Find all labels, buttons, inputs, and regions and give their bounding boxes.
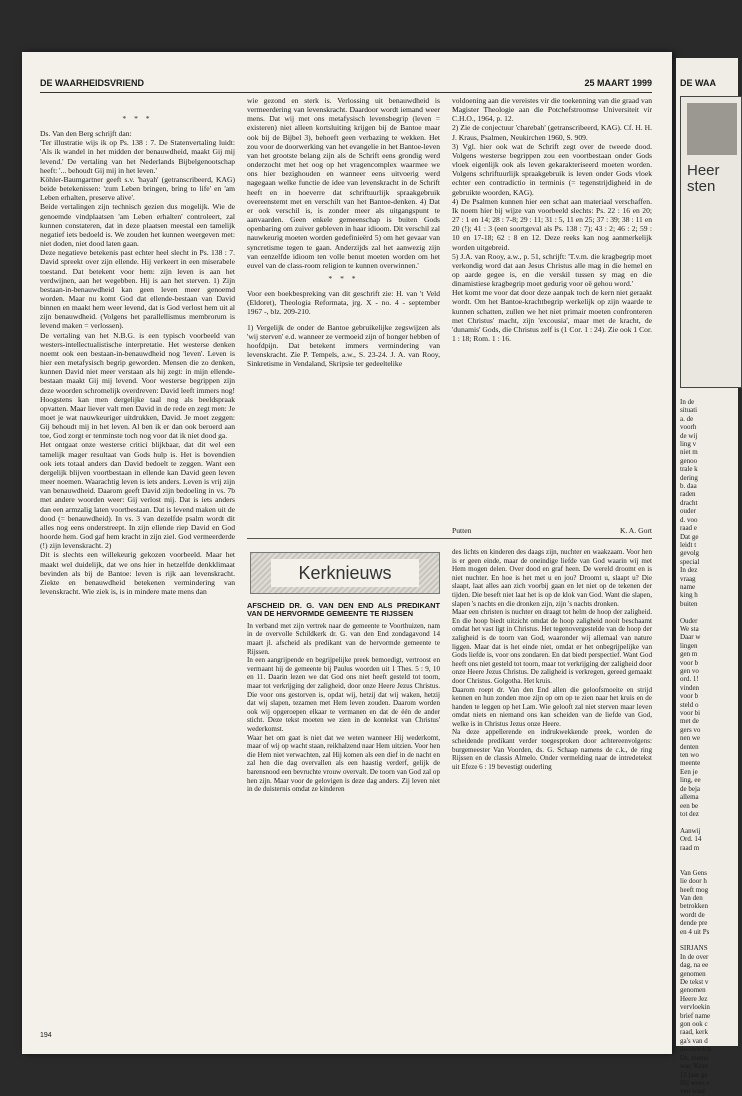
page-number: 194: [40, 1032, 52, 1039]
paragraph: des lichts en kinderen des daags zijn, nuchter en waakzaam. Voor hen is er geen einde, maar de oneindige liefde van God waarin wij met Hem mogen delen. Over dood en graf heen. De wereld droomt en is niet nuchter. En hoe is het met u en jou? Droomt u, slaapt u? Die slaapt, laat alles aan zich voorbij gaan en let niet op de tekenen der tijden. Die beseft niet laat het is op de klok van God. Want die slapen, slapen 's nachts en die dronken zijn, zijn 's nachts dronken.: [452, 548, 652, 608]
footnote: 2) Zie de conjectuur 'charebah' (getranscribeerd, KAG). Cf. H. H. J. Kraus, Psalmen, Neukirchen 1960, S. 909.: [452, 123, 652, 142]
paragraph: Dit is slechts een willekeurig gekozen voorbeeld. Maar het maakt wel duidelijk, dat we ons hier in hetzelfde denkklimaat bevinden als bij de Bantoe: leven is rijk aan levenskracht. Ziekte en benauwdheid betekenen vermindering van levenskracht. Wie ziek is, is in mindere mate mens dan: [40, 550, 235, 596]
newspaper-page: [22, 52, 672, 1054]
paragraph: Waar het om gaat is niet dat we weten wanneer Hij wederkomt, maar of wij op wacht staan, reikhalzend naar Hem uitzien. Voor hen die Hem niet verwachten, zal Hij komen als een dief in de nacht en zal hen die dag overvallen als een haastig verderf, gelijk de barensnood een bevruchte vrouw overvalt. De toorn van God zal op hen zijn. Maar voor de gelovigen is deze dag anders. Zij leven niet in de duisternis omdat ze kinderen: [247, 733, 440, 794]
footnote: 1) Vergelijk de onder de Bantoe gebruikelijke zegswijzen als 'wij sterven' e.d. wanneer ze vermoeid zijn of honger hebben of hoofdpijn. Dat betekent immers vermindering van levenskracht. Zie P. Tempels, a.w., S. 23-24. J. A. van Rooy, Sinkretisme in Vendaland, Skripsie ter gedeeltelike: [247, 322, 440, 369]
paragraph: De vertaling van het N.B.G. is een typisch voorbeeld van westers-intellectualistische interpretatie. Het westerse denken noemt ook een bestaan-in-benauwdheid nog 'leven'. Leven is hier een metafysisch begrip geworden. Mensen die zo denken, kunnen David niet meer verstaan als hij zegt: in mijn ellende-bestaan maakt Gij mij levend. Voor westerse begrippen zijn deze woorden schromelijk overdreven: David leeft immers nog! Hoogstens kan men dergelijke taal nog als beeldspraak opvatten. Maar liever valt men David in de rede en zegt men: Je moet je wat nauwkeuriger uitdrukken, David. Je moet zeggen: Gij behoudt mij in het leven. Al ben ik er dan ook beroerd aan toe, God zorgt er tenminste toch nog voor dat ik niet dood ga.: [40, 330, 235, 441]
footnote: voldoening aan die vereistes vir die toekenning van die graad van Magister Theologie aan die Potchefstroomse Universiteit vir C.H.O., 1964, p. 12.: [452, 96, 652, 124]
paragraph: Het ontgaat onze westerse critici blijkbaar, dat dit wel een tamelijk mager resultaat van Gods hulp is. Het is bovendien ook iets totaal anders dan David bedoelt te zeggen. Want een dergelijk blijven voortbestaan in ellende kan David geen leven meer noemen. Waarachtig leven is iets anders. Leven is vrij zijn van benauwdheid. Daarom geeft David zijn bedoeling in vs. 7b met andere woorden weer: Gij verlost mij. Dat is iets anders dan een armzalig laten voortbestaan. Dat is levend maken uit de dood (= benauwdheid). In vs. 3 van dezelfde psalm wordt dit alles nog eens onderstreept. In zijn ellende riep David en God hoorde hem. God gaf hem kracht in zijn ziel. God vermeerderde (!) zijn levenskracht. 2): [40, 440, 235, 551]
paragraph: Maar een christen is nuchter en draagt tot helm de hoop der zaligheid. En die hoop biedt uitzicht omdat de hoop zaligheid nooit beschaamt omdat het vast ligt in Christus. Het tegenovergestelde van de hoop der zaligheid is de toorn van God, waaronder wij allemaal van nature liggen. Maar dat is het einde niet, omdat er het onbegrijpelijke van Gods liefde is, voor ons zondaren. En dat biedt perspectief. Want God heeft ons niet gesteld tot toorn, maar tot verkrijging der zaligheid door onze Heere Jezus Christus. De zaligheid is verkregen, gereed gemaakt door Christus. Golgotha. Het kruis.: [452, 608, 652, 685]
news-headline: AFSCHEID DR. G. VAN DEN END ALS PREDIKANT VAN DE HERVORMDE GEMEENTE TE RIJSSEN: [247, 601, 440, 619]
paragraph: 'Ter illustratie wijs ik op Ps. 138 : 7. De Statenvertaling luidt: 'Als ik wandel in het midden der benauwdheid, maakt Gij mij levend.' De vertaling van het Nederlands Bijbelgenootschap heeft: '... behoudt Gij mij in het leven.': [40, 138, 235, 175]
section-separator: * * *: [122, 114, 153, 123]
section-title: Kerknieuws: [271, 559, 419, 587]
article-column-2: [247, 96, 440, 526]
article-column-3: [452, 96, 652, 526]
adjacent-page-edge: [676, 58, 738, 1096]
paragraph: In een aangrijpende en begrijpelijke preek bemoedigt, vertroost en vermaant hij de gemeente bij Paulus woorden uit 1 Thes. 5 : 9, 10 en 11. Daarin lezen we dat God ons niet heeft gesteld tot toorn, maar tot verkrijging der zaligheid, door onze Heere Jezus Christus. Die voor ons gestorven is, opdat wij, hetzij dat wij waken, hetzij dat wij slapen, tezamen met Hem leven zouden. Daarom worden ook wij opgeroepen elkaar te vermanen en dat de één de ander sticht. Deze tekst moeten we zien in de kontekst van Christus' wederkomst.: [247, 656, 440, 733]
news-column-2: [452, 548, 652, 1022]
running-header: [40, 76, 652, 93]
signature-author: K. A. Gort: [619, 526, 652, 535]
paragraph: Köhler-Baumgartner geeft s.v. 'hayah' (getranscribeerd, KAG) beide betekenissen: 'zum Leben bringen, bring to life' en 'am Leben erhalten, preserve alive'.: [40, 174, 235, 203]
paragraph: In verband met zijn vertrek naar de gemeente te Voorthuizen, nam in de overvolle Schildkerk dr. G. van den End zondagavond 14 maart jl. afscheid als predikant van de hervormde gemeente te Rijssen.: [247, 621, 440, 656]
issue-date: 25 MAART 1999: [584, 78, 652, 88]
footnote: 5) J.A. van Rooy, a.w., p. 51, schrijft: 'T.v.m. die kragbegrip moet verkondig word dat aan Jesus Christus alle mag in die hemel en op aarde gegee is, en die verskil tussen sy mag en die dinamistiese kragbegrip moet gedurig voor oë gehou word.': [452, 251, 652, 289]
paragraph: Ds. Van den Berg schrijft dan:: [40, 129, 132, 139]
adjacent-boxed-article: [680, 96, 742, 388]
adjacent-text-fragment: In de situati a. de voorh de wij ling v niet m genoo trale k dering b. daa raden dracht ouder d. voo raad e Dat ge leidt t gevolg special In dez vraag name king h buiten Ouder We sta Daar w lingen gen m voor b gen vo ord. 1! vinden voor b steld o voor bi met de gers vo nen we denten ten wo meente Een je ling, ee de beja allema een be tot dez Aanwij Ord. 14 raad m Van Gens lie door h heeft mog Van den betrokken wordt de dende pre en 4 uit Ps SIRJANS In de over dag, na ee genomen De tekst v genomen Heere Jez vervloekin brief name gon ook c raad, kerk ga's van d menwerkin Ds. memo was 'Kom 15 jaar ge Hij wees e ven waar: [680, 398, 712, 1096]
footnote: 3) Vgl. hier ook wat de Schrift zegt over de tweede dood. Volgens westerse begrippen zou een voortbestaan onder Gods vloek eigenlijk ook als leven gekarakteriseerd moeten worden. Volgens schriftuurlijk spraakgebruik is leven onder Gods vloek echter een contradictio in terminis (= tegenstrijdigheid in de gebruikte woorden, KAG).: [452, 141, 652, 197]
paragraph: Na deze appellerende en indrukwekkende preek, worden de scheidende predikant verder toegesproken door achtereenvolgens: burgemeester Van Voorden, ds. G. Schaap namens de c.k., de ring Rijssen en de classis Almelo. Onder vermelding naar de intredetekst uit Efeze 6 : 19 bevestigt ouderling: [452, 728, 652, 771]
adjacent-header: DE WAA: [680, 78, 716, 88]
paragraph: Voor een boekbespreking van dit geschrift zie: H. van 't Veld (Eldoret), Theologia Reformata, jrg. X - no. 4 - september 1967 -, blz. 209-210.: [247, 289, 440, 317]
divider: [247, 538, 652, 539]
paragraph: Beide vertalingen zijn technisch gezien dus mogelijk. Wie de genoemde vindplaatsen 'am Leben erhalten' controleert, zal kunnen constateren, dat in deze plaatsen meestal een tamelijk negatief iets bedoeld is. We zouden het kunnen weergeven met: niet doden, niet dood laten gaan.: [40, 202, 235, 249]
paragraph: Deze negatieve betekenis past echter heel slecht in Ps. 138 : 7. David spreekt over zijn ellende. Hij verkeert in een miserabele toestand. Dat betekent voor hem: zijn leven is aan het verdwijnen, aan het wegebben. Hij is aan het sterven. 1) Zijn bestaan-in-benauwdheid kan geen leven meer genoemd worden. Maar nu komt God dat ellende-bestaan van David binnen en maakt hem weer levend, dat is God verlost hem uit al zijn benauwdheid. (Volgens het parallellismus membrorum is levend maken = verlossen).: [40, 248, 235, 331]
photo: [687, 103, 737, 155]
paragraph: Daarom roept dr. Van den End allen die geloofsmoeite en strijd kennen en hun zonden moe zijn op om op te zien naar het kruis en de handen te leggen op het Lam. Wie gelooft zal niet sterven maar leven omdat niets en niemand ons kan scheiden van de liefde van God, welke is in Christus Jezus onze Heere.: [452, 685, 652, 728]
paragraph: Het komt me voor dat door deze aanpak toch de kern niet geraakt wordt. Om het Bantoe-krachtbegrip werkelijk op zijn waarde te kunnen schatten, zullen we het niet primair moeten confronteren met Christus' macht, zijn 'excousia', maar met de kracht, de 'dunamis' Gods, die Christus zelf is (1 Cor. 1 : 24). Zie ook 1 Cor. 1 : 18; Rom. 1 : 16.: [452, 288, 652, 344]
paragraph: wie gezond en sterk is. Verlossing uit benauwdheid is vermeerdering van levenskracht. Daardoor wordt iemand weer mens. Dat wij met ons metafysisch levensbegrip (leven = existeren) niet alleen kortsluiting krijgen bij de Bantoe maar ook bij de Bijbel 3), behoeft geen verbazing te wekken. Het zou voor de doorwerking van het evangelie in het Bantoe-leven van het grootste belang zijn als de Schrift eens grondig werd onderzocht met het oog op het vragencomplex waarmee we ons hier bezighouden en wanneer eens uitvoerig werd nagegaan welke functie de idee van levenskracht in de Schrift heeft en in hoeverre dat schriftuurlijk spraakgebruik overeenstemt met en verschilt van het Bantoe-denken. 4) Dat er ook verschil is, is zonder meer als uitgangspunt te aanvaarden. Geen enkele gemeenschap is buiten Gods openbaring om zuiver gebleven in haar idioom. Dit verschil zal nauwkeurig moeten worden gedefinieërd 5) om het gevaar van syncretisme tegen te gaan. Anderzijds zal het aanwezig zijn van eenzelfde idioom ten volle benut moeten worden om het euvel van de class-room religion te kunnen overwinnen.': [247, 96, 440, 270]
footnote: 4) De Psalmen kunnen hier een schat aan materiaal verschaffen. Ik noem hier bij wijze van voorbeeld slechts: Ps. 22 : 16 en 20; 27 : 1 en 14; 28 : 7-8; 29 : 11; 31 : 5, 11 en 25; 37 : 39; 38 : 11 en 20 (!); 41 : 3 (een soortgeval als Ps. 138 : 7); 43 : 2; 46 : 2; 59 : 10 en 17-18; 62 : 8 en 12. Deze reeks kan nog aanmerkelijk worden uitgebreid.: [452, 196, 652, 252]
signature-place: Putten: [452, 526, 472, 535]
news-column-1: [247, 602, 440, 1022]
article-column-1: [40, 110, 235, 1020]
publication-name: DE WAARHEIDSVRIEND: [40, 78, 145, 88]
section-separator: * * *: [328, 273, 359, 283]
section-banner: [250, 552, 440, 594]
adjacent-box-title: Heer sten: [687, 162, 720, 195]
